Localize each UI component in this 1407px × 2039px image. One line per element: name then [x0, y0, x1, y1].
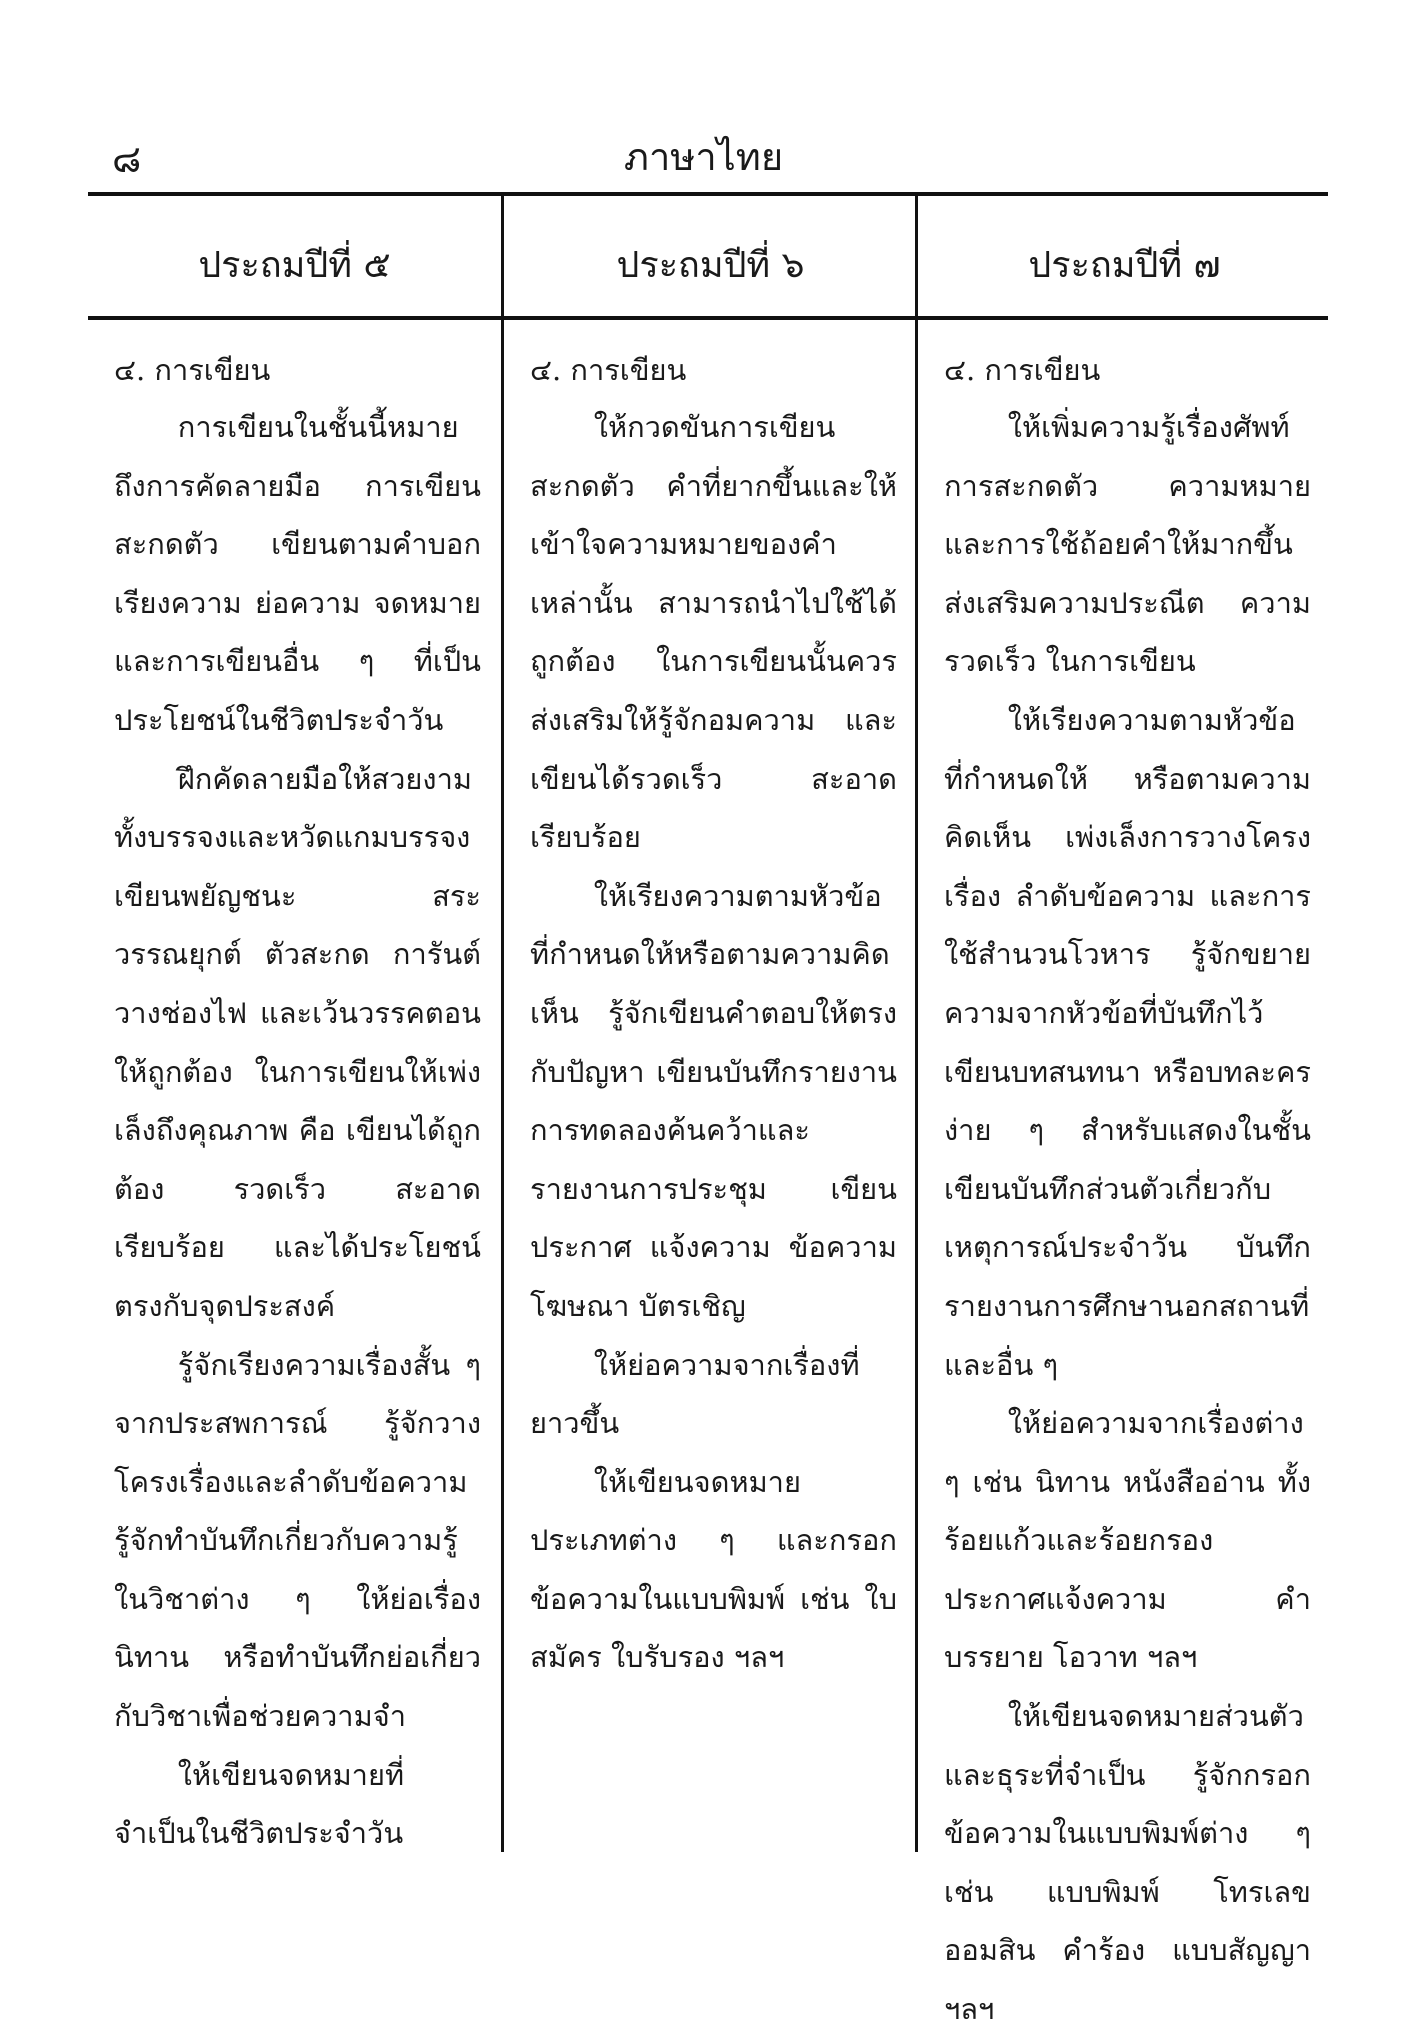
column-body — [944, 342, 1311, 2039]
paragraph: ให้เพิ่มความรู้เรื่องศัพท์การสะกดตัว ความหมาย และการใช้ถ้อยคำให้มากขึ้น ส่งเสริมความประณีต ความรวดเร็ว ในการเขียน — [944, 410, 1311, 679]
column-body — [114, 342, 481, 1863]
paragraph: รู้จักเรียงความเรื่องสั้น ๆ จากประสพการณ์ รู้จักวางโครงเรื่องและลำดับข้อความ รู้จักทำบันทึกเกี่ยวกับความรู้ในวิชาต่าง ๆ ให้ย่อเรื่องนิทาน หรือทำบันทึกย่อเกี่ยวกับวิชาเพื่อช่วยความจำ — [114, 1347, 481, 1734]
section-title: ๔. การเขียน — [944, 353, 1101, 387]
paragraph: ให้เรียงความตามหัวข้อที่กำหนดให้หรือตามความคิดเห็น รู้จักเขียนคำตอบให้ตรงกับปัญหา เขียนบันทึกรายงานการทดลองค้นคว้าและรายงานการประชุม เขียนประกาศ แจ้งความ ข้อความโฆษณา บัตรเชิญ — [530, 878, 897, 1323]
paragraph: ให้เรียงความตามหัวข้อที่กำหนดให้ หรือตามความคิดเห็น เพ่งเล็งการวางโครงเรื่อง ลำดับข้อความ และการใช้สำนวนโวหาร รู้จักขยายความจากหัวข้อที่บันทึกไว้ เขียนบทสนทนา หรือบทละคร ง่าย ๆ สำหรับแสดงในชั้น เขียนบันทึกส่วนตัวเกี่ยวกับเหตุการณ์ประจำวัน บันทึกรายงานการศึกษานอกสถานที่ และอื่น ๆ — [944, 702, 1311, 1382]
column-grade-7 — [918, 192, 1331, 2027]
column-grade-5 — [88, 192, 501, 1852]
section-title: ๔. การเขียน — [530, 353, 687, 387]
paragraph: ให้เขียนจดหมายประเภทต่าง ๆ และกรอกข้อความในแบบพิมพ์ เช่น ใบสมัคร ใบรับรอง ฯลฯ — [530, 1464, 897, 1675]
paragraph: ให้เขียนจดหมายที่จำเป็นในชีวิตประจำวัน — [114, 1757, 405, 1851]
column-heading: ประถมปีที่ ๕ — [198, 245, 391, 286]
paragraph: ฝึกคัดลายมือให้สวยงามทั้งบรรจงและหวัดแกมบรรจง เขียนพยัญชนะ สระ วรรณยุกต์ ตัวสะกด การันต์ วางช่องไฟ และเว้นวรรคตอนให้ถูกต้อง ในการเขียนให้เพ่งเล็งถึงคุณภาพ คือ เขียนได้ถูกต้อง รวดเร็ว สะอาด เรียบร้อย และได้ประโยชน์ตรงกับจุดประสงค์ — [114, 761, 481, 1323]
column-body — [530, 342, 897, 1687]
paragraph: ให้ย่อความจากเรื่องที่ยาวขึ้น — [530, 1347, 860, 1441]
running-title: ภาษาไทย — [623, 135, 784, 179]
paragraph: การเขียนในชั้นนี้หมายถึงการคัดลายมือ การเขียนสะกดตัว เขียนตามคำบอก เรียงความ ย่อความ จดหมายและการเขียนอื่น ๆ ที่เป็นประโยชน์ในชีวิตประจำวัน — [114, 410, 481, 737]
column-heading: ประถมปีที่ ๗ — [1028, 245, 1221, 286]
column-grade-6 — [504, 192, 917, 1852]
section-title: ๔. การเขียน — [114, 353, 271, 387]
paragraph: ให้กวดขันการเขียน สะกดตัว คำที่ยากขึ้นและให้เข้าใจความหมายของคำเหล่านั้น สามารถนำไปใช้ได้ถูกต้อง ในการเขียนนั้นควรส่งเสริมให้รู้จักอมความ และเขียนได้รวดเร็ว สะอาด เรียบร้อย — [530, 410, 897, 855]
column-heading: ประถมปีที่ ๖ — [616, 245, 805, 286]
curriculum-table — [88, 192, 1328, 2027]
paragraph: ให้ย่อความจากเรื่องต่าง ๆ เช่น นิทาน หนังสืออ่าน ทั้งร้อยแก้วและร้อยกรอง ประกาศแจ้งความ คำบรรยาย โอวาท ฯลฯ — [944, 1406, 1311, 1675]
page-number: ๘ — [112, 137, 142, 181]
paragraph: ให้เขียนจดหมายส่วนตัวและธุระที่จำเป็น รู้จักกรอกข้อความในแบบพิมพ์ต่าง ๆ เช่น แบบพิมพ์ โทรเลข ออมสิน คำร้อง แบบสัญญา ฯลฯ — [944, 1699, 1311, 2027]
